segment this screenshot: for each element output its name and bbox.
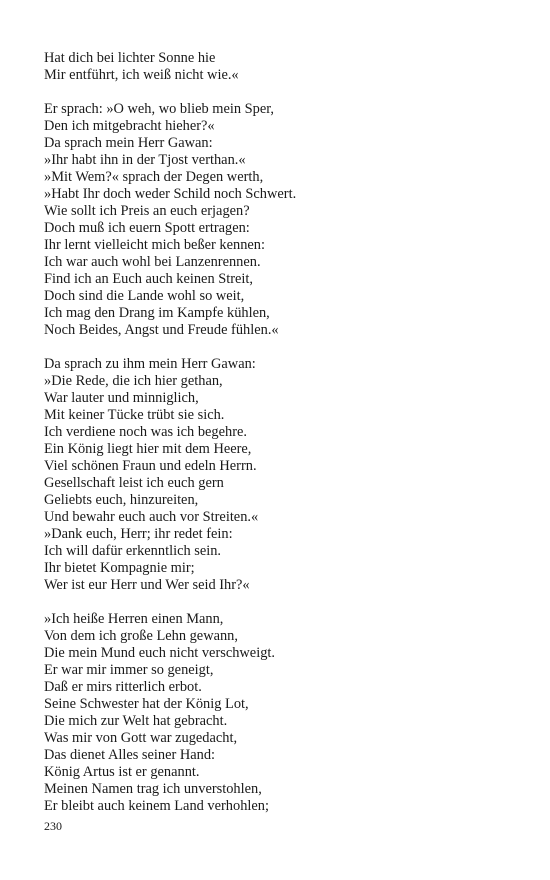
verse-line: War lauter und minniglich, — [44, 390, 199, 406]
stanza-1 — [44, 50, 514, 84]
verse-line: Wer ist eur Herr und Wer seid Ihr?« — [44, 577, 250, 593]
verse-line: Und bewahr euch auch vor Streiten.« — [44, 509, 259, 525]
poem-text — [44, 50, 514, 832]
verse-line: Mit keiner Tücke trübt sie sich. — [44, 407, 225, 423]
verse-line: Meinen Namen trag ich unverstohlen, — [44, 781, 262, 797]
verse-line: Ich mag den Drang im Kampfe kühlen, — [44, 305, 270, 321]
verse-line: Da sprach zu ihm mein Herr Gawan: — [44, 356, 256, 372]
verse-line: Wie sollt ich Preis an euch erjagen? — [44, 203, 250, 219]
verse-line: Von dem ich große Lehn gewann, — [44, 628, 238, 644]
verse-line: Gesellschaft leist ich euch gern — [44, 475, 224, 491]
page-number: 230 — [44, 819, 62, 833]
verse-line: »Mit Wem?« sprach der Degen werth, — [44, 169, 264, 185]
verse-line: Die mein Mund euch nicht verschweigt. — [44, 645, 275, 661]
verse-line: »Ihr habt ihn in der Tjost verthan.« — [44, 152, 246, 168]
stanza-3 — [44, 356, 514, 594]
verse-line: Die mich zur Welt hat gebracht. — [44, 713, 228, 729]
verse-line: Daß er mirs ritterlich erbot. — [44, 679, 202, 695]
stanza-4 — [44, 611, 514, 815]
verse-line: Geliebts euch, hinzureiten, — [44, 492, 199, 508]
verse-line: Seine Schwester hat der König Lot, — [44, 696, 249, 712]
verse-line: Viel schönen Fraun und edeln Herrn. — [44, 458, 257, 474]
verse-line: Hat dich bei lichter Sonne hie — [44, 50, 216, 66]
verse-line: Was mir von Gott war zugedacht, — [44, 730, 238, 746]
verse-line: Ihr bietet Kompagnie mir; — [44, 560, 195, 576]
verse-line: »Die Rede, die ich hier gethan, — [44, 373, 223, 389]
verse-line: »Habt Ihr doch weder Schild noch Schwert. — [44, 186, 297, 202]
verse-line: Doch muß ich euern Spott ertragen: — [44, 220, 250, 236]
verse-line: Ihr lernt vielleicht mich beßer kennen: — [44, 237, 265, 253]
verse-line: Das dienet Alles seiner Hand: — [44, 747, 216, 763]
verse-line: Mir entführt, ich weiß nicht wie.« — [44, 67, 239, 83]
verse-line: Ein König liegt hier mit dem Heere, — [44, 441, 252, 457]
verse-line: Noch Beides, Angst und Freude fühlen.« — [44, 322, 279, 338]
verse-line: Find ich an Euch auch keinen Streit, — [44, 271, 254, 287]
verse-line: Er sprach: »O weh, wo blieb mein Sper, — [44, 101, 275, 117]
verse-line: Da sprach mein Herr Gawan: — [44, 135, 213, 151]
verse-line: Ich will dafür erkenntlich sein. — [44, 543, 222, 559]
verse-line: Ich verdiene noch was ich begehre. — [44, 424, 247, 440]
verse-line: Den ich mitgebracht hieher?« — [44, 118, 215, 134]
verse-line: Doch sind die Lande wohl so weit, — [44, 288, 245, 304]
verse-line: »Ich heiße Herren einen Mann, — [44, 611, 224, 627]
verse-line: König Artus ist er genannt. — [44, 764, 200, 780]
stanza-2 — [44, 101, 514, 339]
verse-line: »Dank euch, Herr; ihr redet fein: — [44, 526, 233, 542]
verse-line: Er bleibt auch keinem Land verhohlen; — [44, 798, 269, 814]
verse-line: Er war mir immer so geneigt, — [44, 662, 214, 678]
verse-line: Ich war auch wohl bei Lanzenrennen. — [44, 254, 261, 270]
